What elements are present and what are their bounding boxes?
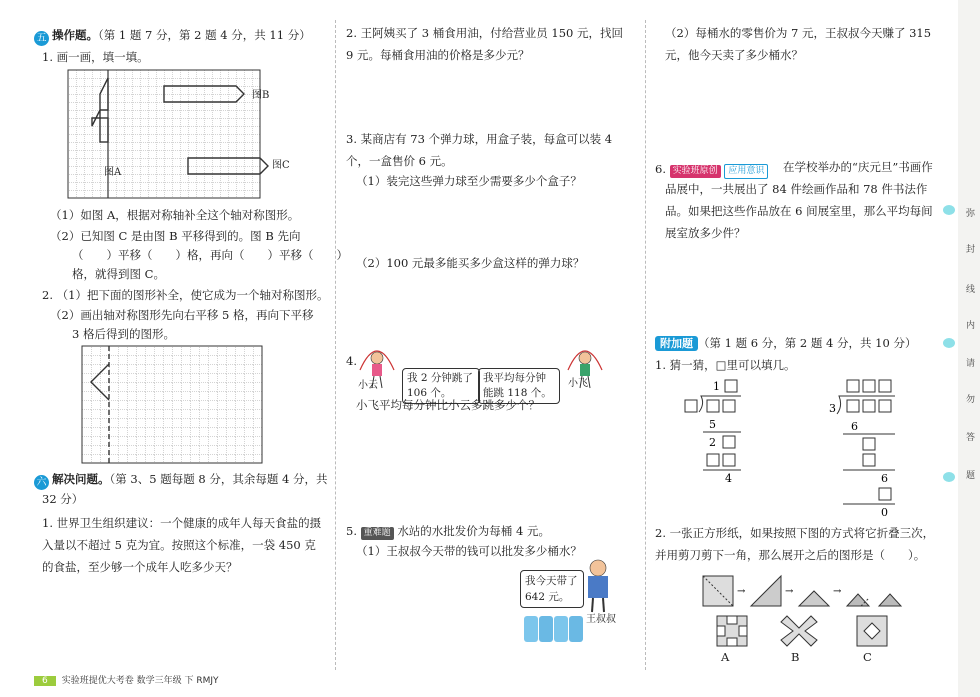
seal-margin	[958, 0, 980, 697]
option-c: C	[863, 650, 872, 664]
tag-original: 实验班原创	[670, 165, 721, 178]
problem-5-text: 水站的水批发价为每桶 4 元。	[397, 524, 550, 538]
problem-5-header	[346, 524, 550, 540]
q1-head: 1. 画一画，填一填。	[42, 50, 149, 64]
seal-mark	[943, 205, 955, 215]
option-a: A	[721, 650, 730, 664]
problem-6-number: 6.	[655, 162, 666, 176]
division-puzzle-2	[827, 378, 907, 519]
name-xiaofei: 小飞	[568, 378, 588, 389]
seal-mark	[943, 338, 955, 348]
speech-bubble-xiaofei: 我平均每分钟能跳 118 个。	[478, 368, 560, 404]
option-a-shape	[717, 616, 747, 646]
section-5-badge: 五	[34, 31, 49, 46]
section-6-title: 解决问题。	[52, 472, 110, 486]
column-1	[34, 0, 348, 672]
name-wang: 王叔叔	[586, 614, 616, 625]
margin-char: 内	[966, 321, 976, 331]
extra-header	[655, 336, 916, 351]
svg-text:→: →	[737, 586, 746, 597]
column-divider	[335, 20, 336, 670]
column-3	[655, 0, 945, 672]
svg-text:4: 4	[725, 472, 732, 485]
svg-text:0: 0	[881, 506, 888, 519]
extra-q1: 1. 猜一猜，□里可以填几。	[655, 358, 796, 372]
speech-bubble-wang: 我今天带了642 元。	[520, 570, 584, 608]
q2-part2-line1: （2）画出轴对称图形先向右平移 5 格，再向下平移	[50, 308, 314, 322]
option-b: B	[791, 650, 800, 664]
svg-text:6: 6	[881, 472, 888, 485]
answer-options-image	[709, 616, 909, 648]
grid-figure-1	[68, 70, 260, 202]
q1-part2-line3: 格，就得到图 C。	[72, 267, 165, 281]
label-figure-c: 图C	[272, 160, 290, 171]
page-footer	[34, 673, 219, 686]
water-buckets-image	[522, 610, 586, 644]
tag-application: 应用意识	[724, 164, 768, 179]
tag-difficult: 重难题	[361, 527, 394, 540]
division-puzzle-1	[683, 378, 763, 486]
margin-char: 弥	[966, 209, 976, 219]
svg-text:2: 2	[709, 436, 716, 449]
section-5-score: （第 1 题 7 分，第 2 题 4 分，共 11 分）	[98, 28, 311, 42]
option-b-shape	[781, 616, 817, 646]
section-6-header	[34, 472, 327, 490]
q2-part1: 2. （1）把下面的图形补全，使它成为一个轴对称图形。	[42, 288, 329, 302]
extra-title: 附加题	[655, 336, 698, 351]
q1-part1: （1）如图 A，根据对称轴补全这个轴对称图形。	[50, 208, 300, 222]
svg-text:5: 5	[709, 418, 716, 431]
margin-char: 封	[966, 245, 976, 255]
seal-mark	[943, 472, 955, 482]
svg-text:→: →	[833, 586, 842, 597]
problem-2: 2. 王阿姨买了 3 桶食用油，付给营业员 150 元，找回 9 元。每桶食用油的价格是多少元？	[346, 26, 624, 62]
problem-3-part2: （2）100 元最多能买多少盒这样的弹力球？	[356, 256, 585, 270]
svg-text:→: →	[785, 586, 794, 597]
problem-3-part1: （1）装完这些弹力球至少需要多少个盒子？	[356, 174, 582, 188]
problem-1: 1. 世界卫生组织建议：一个健康的成年人每天食盐的摄入量以不超过 5 克为宜。按照这个标准，一袋 450 克的食盐，至少够一个成年人吃多少天？	[42, 516, 322, 574]
folding-steps-image	[699, 572, 909, 612]
option-c-shape	[857, 616, 887, 646]
problem-3: 3. 某商店有 73 个弹力球，用盒子装，每盒可以装 4 个，一盒售价 6 元。	[346, 132, 613, 168]
extra-q2: 2. 一张正方形纸，如果按照下图的方式将它折叠三次，并用剪刀剪下一角，那么展开之后的图形是（ ）。	[655, 526, 935, 562]
problem-4-question: 小飞平均每分钟比小云多跳多少个？	[356, 398, 540, 412]
label-figure-b: 图B	[252, 90, 270, 101]
q2-part2-line2: 3 格后得到的图形。	[72, 327, 175, 341]
quotient-digit: 1	[713, 380, 720, 393]
margin-char: 答	[966, 433, 976, 443]
name-xiaoyun: 小云	[358, 380, 378, 391]
speech-bubble-xiaoyun: 我 2 分钟跳了 106 个。	[402, 368, 480, 404]
section-6-score: （第 3、5 题每题 8 分，其余每题 4 分，共	[109, 472, 328, 486]
margin-char: 线	[966, 285, 976, 295]
svg-text:6: 6	[851, 420, 858, 433]
section-5-title: 操作题。	[52, 28, 98, 42]
column-2	[346, 0, 636, 672]
margin-char: 勿	[966, 395, 976, 405]
problem-5-part1: （1）王叔叔今天带的钱可以批发多少桶水？	[356, 544, 582, 558]
margin-char: 请	[966, 359, 976, 369]
problem-5-part2: （2）每桶水的零售价为 7 元，王叔叔今天赚了 315 元，他今天卖了多少桶水？	[665, 26, 932, 62]
label-figure-a: 图A	[104, 167, 122, 178]
column-divider	[645, 20, 646, 670]
problem-4-number: 4.	[346, 354, 357, 368]
margin-char: 题	[966, 471, 976, 481]
problem-6-text: 在学校举办的“庆元旦”书画作品展中，一共展出了 84 件绘画作品和 78 件书法作品。如果把这些作品放在 6 间展室里，那么平均每间展室放多少件？	[665, 160, 933, 240]
q1-part2-line2: （ ）平移（ ）格，再向（ ）平移（ ）	[72, 248, 348, 262]
footer-text: 实验班提优大考卷 数学三年级 下 RMJY	[61, 676, 219, 686]
problem-5-number: 5.	[346, 524, 357, 538]
section-5-header	[34, 28, 311, 46]
svg-text:3: 3	[829, 402, 836, 415]
uncle-wang-image	[578, 556, 618, 614]
section-6-badge: 六	[34, 475, 49, 490]
page-number: 6	[34, 676, 56, 686]
extra-score: （第 1 题 6 分，第 2 题 4 分，共 10 分）	[698, 336, 917, 350]
q1-part2-line1: （2）已知图 C 是由图 B 平移得到的。图 B 先向	[50, 229, 301, 243]
grid-figure-2	[82, 346, 266, 464]
section-6-score-cont: 32 分）	[42, 492, 84, 506]
